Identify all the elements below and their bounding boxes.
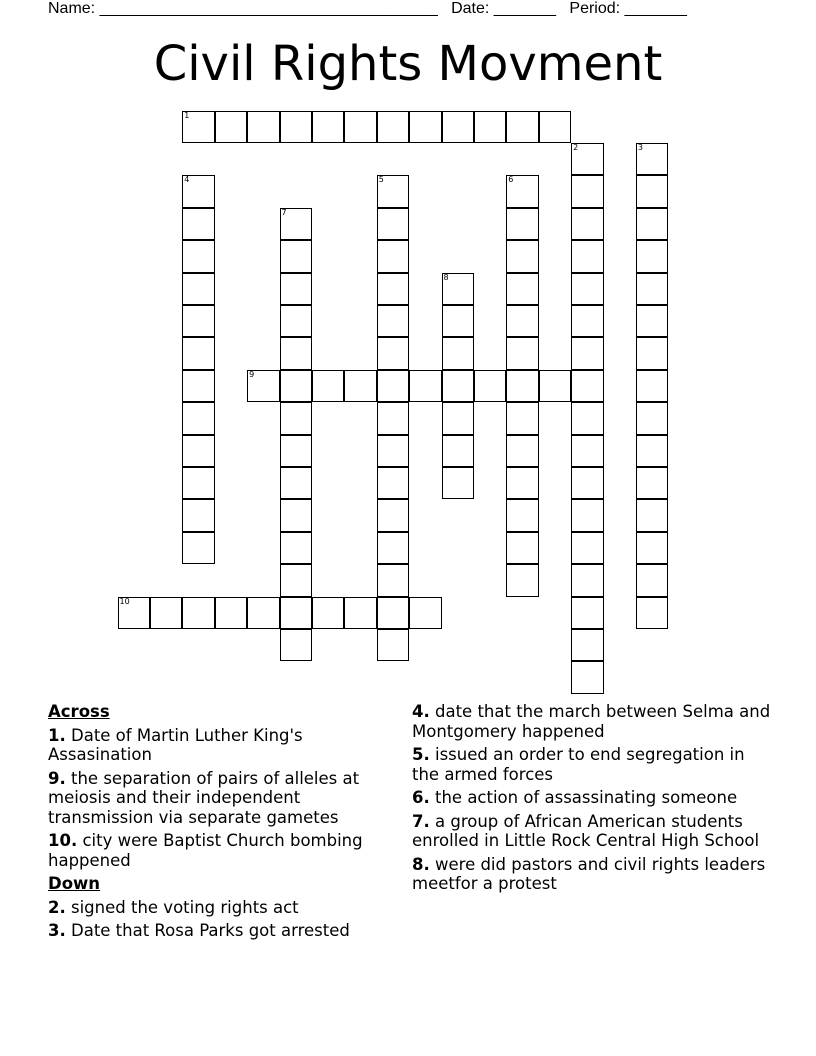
grid-cell[interactable] [182,305,215,338]
grid-cell[interactable] [571,175,604,208]
cell-number: 9 [249,369,255,379]
grid-cell[interactable] [377,111,410,144]
clue-number: 1. [48,725,66,745]
grid-cell[interactable] [636,370,669,403]
grid-cell[interactable] [280,370,313,403]
grid-cell[interactable] [377,564,410,597]
clue-number: 8. [412,854,430,874]
cell-number: 8 [443,272,449,282]
clue-text: a group of African American students enrolled in Little Rock Central High School [412,811,760,850]
grid-cell[interactable] [571,337,604,370]
grid-cell[interactable] [571,240,604,273]
grid-cell[interactable] [182,337,215,370]
grid-cell[interactable] [312,370,345,403]
grid-cell[interactable] [182,175,215,208]
cell-number: 10 [119,596,130,606]
clue-number: 6. [412,788,430,807]
grid-cell[interactable] [636,532,669,565]
grid-cell[interactable] [409,597,442,630]
grid-cell[interactable] [571,305,604,338]
grid-cell[interactable] [344,370,377,403]
clue-text: Date that Rosa Parks got arrested [71,921,350,940]
grid-cell[interactable] [636,337,669,370]
grid-cell[interactable] [182,532,215,565]
clue-text: the separation of pairs of alleles at meiosis and their independent transmission via separate gametes [48,768,360,827]
grid-cell[interactable] [409,370,442,403]
grid-cell[interactable] [571,564,604,597]
grid-cell[interactable] [442,305,475,338]
grid-cell[interactable] [344,597,377,630]
grid-cell[interactable] [280,111,313,144]
grid-cell[interactable] [312,111,345,144]
grid-cell[interactable] [636,467,669,500]
grid-cell[interactable] [442,435,475,468]
grid-cell[interactable] [636,240,669,273]
grid-cell[interactable] [571,499,604,532]
clue-number: 7. [412,811,430,831]
grid-cell[interactable] [571,143,604,176]
grid-cell[interactable] [377,629,410,662]
clue-across-1 [48,726,398,765]
grid-cell[interactable] [506,532,539,565]
grid-cell[interactable] [150,597,183,630]
across-heading: Across [48,702,110,721]
grid-cell[interactable] [442,467,475,500]
grid-cell[interactable] [280,208,313,241]
grid-cell[interactable] [215,111,248,144]
date-blank[interactable]: _______ [493,0,557,17]
page-title: Civil Rights Movment [153,36,663,92]
grid-cell[interactable] [182,273,215,306]
grid-cell[interactable] [636,273,669,306]
grid-cell[interactable] [636,175,669,208]
grid-cell[interactable] [280,240,313,273]
grid-cell[interactable] [506,402,539,435]
grid-cell[interactable] [280,305,313,338]
grid-cell[interactable] [215,597,248,630]
cell-number: 6 [508,175,514,185]
grid-cell[interactable] [636,402,669,435]
grid-cell[interactable] [280,402,313,435]
clue-number: 10. [48,831,78,850]
grid-cell[interactable] [182,597,215,630]
clues-right-column [412,702,772,898]
clue-text: date that the march between Selma and Montgomery happened [412,702,771,741]
grid-cell[interactable] [118,597,151,630]
grid-cell[interactable] [571,402,604,435]
grid-cell[interactable] [280,629,313,662]
grid-cell[interactable] [377,337,410,370]
grid-cell[interactable] [506,435,539,468]
grid-cell[interactable] [571,629,604,662]
grid-cell[interactable] [474,111,507,144]
grid-cell[interactable] [377,305,410,338]
period-label: Period: [569,0,621,17]
cell-number: 3 [637,142,643,152]
clue-text: Date of Martin Luther King's Assasination [48,725,303,764]
grid-cell[interactable] [182,467,215,500]
grid-cell[interactable] [377,175,410,208]
grid-cell[interactable] [571,435,604,468]
grid-cell[interactable] [280,597,313,630]
clue-text: the action of assassinating someone [435,788,738,807]
grid-cell[interactable] [506,337,539,370]
grid-cell[interactable] [377,402,410,435]
clue-down-3 [48,921,398,941]
grid-cell[interactable] [377,532,410,565]
grid-cell[interactable] [571,532,604,565]
grid-cell[interactable] [280,499,313,532]
grid-cell[interactable] [636,597,669,630]
grid-cell[interactable] [247,111,280,144]
cell-number: 2 [573,142,579,152]
clue-number: 3. [48,921,66,940]
grid-cell[interactable] [280,564,313,597]
grid-cell[interactable] [506,564,539,597]
grid-cell[interactable] [280,273,313,306]
grid-cell[interactable] [182,402,215,435]
grid-cell[interactable] [312,597,345,630]
grid-cell[interactable] [442,111,475,144]
grid-cell[interactable] [636,435,669,468]
clue-down-2 [48,898,398,918]
clue-down-4 [412,702,772,741]
clue-number: 2. [48,897,66,917]
grid-cell[interactable] [571,597,604,630]
cell-number: 5 [378,175,384,185]
clue-down-6 [412,788,772,808]
down-heading: Down [48,874,101,893]
grid-cell[interactable] [571,208,604,241]
grid-cell[interactable] [506,273,539,306]
date-label: Date: [451,0,490,17]
cell-number: 1 [184,110,190,120]
grid-cell[interactable] [182,370,215,403]
grid-cell[interactable] [280,337,313,370]
name-label: Name: [48,0,96,17]
grid-cell[interactable] [247,370,280,403]
grid-cell[interactable] [506,111,539,144]
grid-cell[interactable] [636,143,669,176]
clue-number: 9. [48,768,66,788]
clue-text: were did pastors and civil rights leaders meetfor a protest [412,854,766,893]
grid-cell[interactable] [506,175,539,208]
grid-cell[interactable] [539,111,572,144]
clue-text: issued an order to end segregation in the armed forces [412,745,745,784]
grid-cell[interactable] [636,564,669,597]
grid-cell[interactable] [506,240,539,273]
cell-number: 7 [281,207,287,217]
grid-cell[interactable] [377,240,410,273]
grid-cell[interactable] [377,467,410,500]
grid-cell[interactable] [636,305,669,338]
clue-across-10 [48,831,398,870]
grid-cell[interactable] [506,305,539,338]
grid-cell[interactable] [571,273,604,306]
grid-cell[interactable] [377,435,410,468]
grid-cell[interactable] [571,467,604,500]
clue-number: 5. [412,745,430,764]
clue-down-5 [412,745,772,784]
grid-cell[interactable] [571,661,604,694]
grid-cell[interactable] [506,499,539,532]
grid-cell[interactable] [280,435,313,468]
grid-cell[interactable] [409,111,442,144]
grid-cell[interactable] [377,499,410,532]
grid-cell[interactable] [247,597,280,630]
name-blank[interactable]: ______________________________________ [99,0,438,17]
grid-cell[interactable] [442,370,475,403]
grid-cell[interactable] [182,111,215,144]
grid-cell[interactable] [182,499,215,532]
grid-cell[interactable] [442,402,475,435]
clue-across-9 [48,769,398,828]
clue-down-7 [412,812,772,851]
grid-cell[interactable] [442,273,475,306]
grid-cell[interactable] [571,370,604,403]
grid-cell[interactable] [377,273,410,306]
grid-cell[interactable] [636,208,669,241]
grid-cell[interactable] [182,435,215,468]
grid-cell[interactable] [377,208,410,241]
grid-cell[interactable] [506,208,539,241]
grid-cell[interactable] [506,370,539,403]
grid-cell[interactable] [506,467,539,500]
grid-cell[interactable] [344,111,377,144]
grid-cell[interactable] [377,370,410,403]
clue-text: city were Baptist Church bombing happened [48,831,363,870]
clue-down-8 [412,855,772,894]
grid-cell[interactable] [182,240,215,273]
clues-left-column [48,702,398,945]
grid-cell[interactable] [539,370,572,403]
grid-cell[interactable] [474,370,507,403]
cell-number: 4 [184,175,190,185]
clue-number: 4. [412,702,430,721]
grid-cell[interactable] [442,337,475,370]
clue-text: signed the voting rights act [71,897,299,917]
grid-cell[interactable] [280,532,313,565]
grid-cell[interactable] [182,208,215,241]
grid-cell[interactable] [377,597,410,630]
grid-cell[interactable] [636,499,669,532]
period-blank[interactable]: _______ [624,0,687,17]
grid-cell[interactable] [280,467,313,500]
